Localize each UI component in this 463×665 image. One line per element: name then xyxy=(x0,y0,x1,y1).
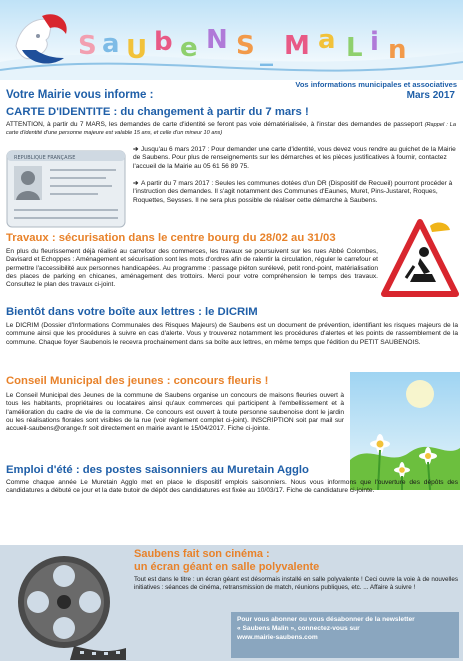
svg-text:a: a xyxy=(318,25,336,55)
svg-text:S: S xyxy=(236,31,255,61)
newsletter-box xyxy=(231,612,459,658)
dicrim-title: Bientôt dans votre boîte aux lettres : le DICRIM xyxy=(6,306,258,318)
cni-intro-text: ATTENTION, à partir du 7 MARS, les demandes de carte d'identité se feront pas voie dématérialisée, à l'instar des demandes de passeport xyxy=(6,121,423,128)
marianne-logo xyxy=(6,6,76,72)
arrow-right-icon: ➔ xyxy=(133,180,139,187)
cinema-paragraph: Tout est dans le titre : un écran géant est désormais installé en salle polyvalente ! Ceci ouvre la voie à de nouvelles initiatives : séances de cinéma, retransmission de match, réunions publiques, etc. ... Affaire à suivre ! xyxy=(134,576,458,591)
cni-bullet-1 xyxy=(133,146,458,171)
newsletter-line-1: Pour vous abonner ou vous désabonner de la newsletter xyxy=(237,616,415,623)
newsletter-line-2: « Saubens Malin », connectez-vous sur xyxy=(237,625,360,632)
cni-bullet-2-text: A partir du 7 mars 2017 : Seules les communes dotées d'un DR (Dispositif de Recueil) pourront procéder à l'instruction des demandes. Il s'agit notamment des Communes d'Eaunes, Muret, Pins-Justaret, Roques, Roquettes, Seysses. Il ne sera plus possible de réaliser cette démarche à Saubens. xyxy=(133,180,453,204)
flowers-image xyxy=(350,372,460,490)
id-card-image xyxy=(6,150,126,228)
svg-text:M: M xyxy=(284,31,310,61)
svg-text:S: S xyxy=(78,31,97,61)
svg-text:a: a xyxy=(102,29,120,59)
site-logo-text xyxy=(78,14,458,70)
arrow-right-icon: ➔ xyxy=(133,146,139,153)
svg-text:N: N xyxy=(206,25,228,55)
conseil-paragraph: Le Conseil Municipal des Jeunes de la commune de Saubens organise un concours de maisons fleuries ouvert à tous les habitants, propriétaires ou locataires ainsi qu'aux commerces qui participent à l'embellissement et à l'amélioration du cadre de vie de la commune. Ce concours est ouvert à toute personne saubenoise dont le jardin ou les réalisations florales sont visibles de la rue (voir règlement complet ci-joint). INSCRIPTION soit par mail sur accueil-saubens@orange.fr soit directement en mairie avant le 15/04/2017. Fiche ci-jointe. xyxy=(6,392,344,433)
emploi-paragraph: Comme chaque année Le Muretain Agglo met en place le dispositif emplois saisonniers. Nous vous informons que l'ouverture des dépôts des candidatures a débuté ce jour et la date butoir de dépôt des candidatures est fixée au 10/03/17. Fiche de candidature ci-jointe. xyxy=(6,479,458,495)
id-card-header: REPUBLIQUE FRANÇAISE xyxy=(14,155,76,161)
cinema-title xyxy=(134,548,319,574)
intro-heading: Votre Mairie vous informe : xyxy=(6,89,154,101)
cinema-title-line-2: un écran géant en salle polyvalente xyxy=(134,561,320,573)
emploi-title: Emploi d'été : des postes saisonniers au Muretain Agglo xyxy=(6,464,309,476)
newsletter-link[interactable]: www.mairie-saubens.com xyxy=(237,634,318,641)
svg-text:i: i xyxy=(370,27,379,57)
svg-text:U: U xyxy=(126,35,148,65)
dicrim-paragraph: Le DICRIM (Dossier d'Informations Communales des Risques Majeurs) de Saubens est un document de prévention, identifiant les risques majeurs de la commune ainsi que les procédures à suivre en cas d'alerte. Vous y trouverez notamment les procédures d'alertes et les points de rassemblement de la commune. Chaque foyer Saubenois le recevra prochainement dans sa boîte aux lettres, en même temps que l'édition du PETIT SAUBENOIS. xyxy=(6,322,458,346)
travaux-title: Travaux : sécurisation dans le centre bourg du 28/02 au 31/03 xyxy=(6,232,336,244)
svg-text:_: _ xyxy=(260,37,273,67)
cni-rappel: (Rappel : La carte d'identité d'une personne majeure est valable 15 ans, et celle d'un mineur 10 ans) xyxy=(6,122,456,137)
svg-text:b: b xyxy=(154,27,173,57)
film-reel-image xyxy=(4,550,128,660)
svg-text:e: e xyxy=(180,33,198,63)
conseil-title: Conseil Municipal des jeunes : concours fleuris ! xyxy=(6,375,269,387)
svg-text:n: n xyxy=(388,35,407,65)
header-tagline: Vos informations municipales et associatives xyxy=(295,80,457,89)
travaux-paragraph: En plus du fleurissement déjà réalisé au carrefour des commerces, les travaux se poursuivent sur les rues Abbé Colombes, Davisard et Echoppes : Aménagement et sécurisation sont les mots d'ordres afin de ralentir la circulation, réguler le carrefour et permettre l'accessibilité aux personnes handicapées. Au programme : passage piéton surélevé, petit rond-point, matérialisation des places de parking en chicanes, aménagement des trottoirs. Merci pour votre compréhension le temps des travaux. Consultez le plan des travaux ci-joint. xyxy=(6,248,378,289)
svg-text:L: L xyxy=(346,33,363,63)
cni-title: CARTE D'IDENTITE : du changement à partir du 7 mars ! xyxy=(6,106,309,118)
cni-bullet-1-text: Jusqu'au 6 mars 2017 : Pour demander une carte d'identité, vous devez vous rendre au guichet de la Mairie de Saubens. Pour plus de renseignements sur les démarches et les pièces justificatives à fournir, contactez l'accueil de la Mairie au 05 61 56 89 75. xyxy=(133,146,456,170)
cni-bullet-2 xyxy=(133,180,458,205)
issue-date: Mars 2017 xyxy=(406,90,455,101)
cinema-title-line-1: Saubens fait son cinéma : xyxy=(134,548,270,560)
roadworks-sign-image xyxy=(380,216,460,300)
cni-paragraph xyxy=(6,121,456,138)
